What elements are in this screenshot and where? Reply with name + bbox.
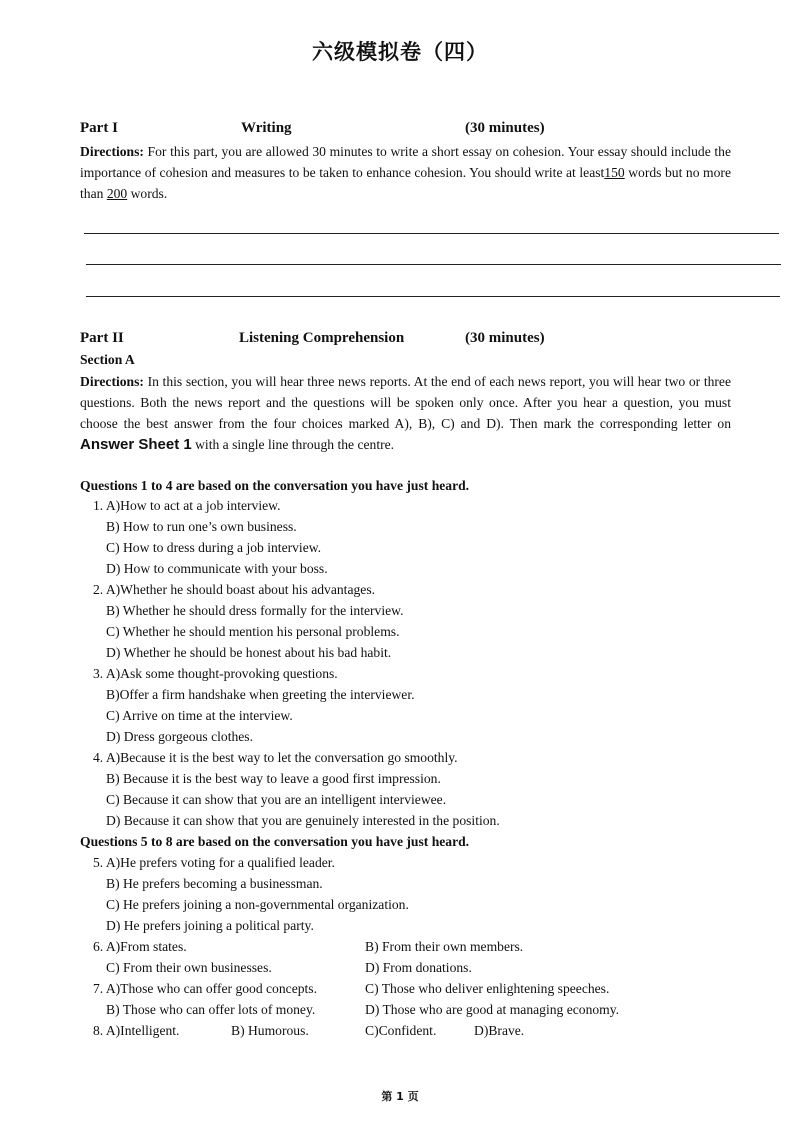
q4-option-c[interactable]: C) Because it can show that you are an intelligent interviewee.: [106, 792, 447, 807]
q5-option-c[interactable]: C) He prefers joining a non-governmental organization.: [106, 897, 409, 912]
answer-sheet-label: Answer Sheet 1: [80, 436, 192, 453]
q4-option-b[interactable]: B) Because it is the best way to leave a good first impression.: [106, 771, 441, 786]
page-number: 第 1 页: [381, 1090, 419, 1103]
part2-label: Part II: [80, 330, 124, 346]
directions-text-c: words.: [127, 186, 168, 201]
q5-option-b[interactable]: B) He prefers becoming a businessman.: [106, 876, 323, 891]
directions-label: Directions:: [80, 374, 144, 389]
q1-option-c[interactable]: C) How to dress during a job interview.: [106, 540, 322, 555]
q7-option-c[interactable]: C) Those who deliver enlightening speeches.: [365, 981, 610, 996]
q3-option-b[interactable]: B)Offer a firm handshake when greeting the interviewer.: [106, 687, 415, 702]
question-group-heading-2: Questions 5 to 8 are based on the conversation you have just heard.: [80, 834, 470, 849]
q5-option-a[interactable]: 5. A)He prefers voting for a qualified leader.: [93, 855, 335, 870]
part1-label: Part I: [80, 120, 118, 136]
q2-option-b[interactable]: B) Whether he should dress formally for the interview.: [106, 603, 404, 618]
writing-line-1[interactable]: [84, 233, 779, 234]
q6-option-a[interactable]: 6. A)From states.: [93, 939, 187, 954]
part1-name: Writing: [241, 120, 292, 136]
part2-time: (30 minutes): [465, 330, 545, 346]
q7-option-d[interactable]: D) Those who are good at managing economy.: [365, 1002, 620, 1017]
q1-option-b[interactable]: B) How to run one’s own business.: [106, 519, 297, 534]
q1-option-a[interactable]: 1. A)How to act at a job interview.: [93, 498, 281, 513]
q6-option-c[interactable]: C) From their own businesses.: [106, 960, 272, 975]
question-group-heading-1: Questions 1 to 4 are based on the conversation you have just heard.: [80, 478, 470, 493]
part1-time: (30 minutes): [465, 120, 545, 136]
min-words: 150: [604, 165, 625, 180]
directions-text-a: For this part, you are allowed 30 minutes to write a short essay on cohesion. Your essay should include the importance of cohesion and measures to be taken to enhance cohesion. You should write at least: [80, 144, 731, 180]
directions-text-a: In this section, you will hear three news reports. At the end of each news report, you will hear two or three questions. Both the news report and the questions will be spoken only once. After you hear a question, you must choose the best answer from the four choices marked A), B), C) and D). Then mark the corresponding letter on: [80, 374, 731, 431]
q2-option-c[interactable]: C) Whether he should mention his personal problems.: [106, 624, 400, 639]
q8-option-b[interactable]: B) Humorous.: [231, 1023, 309, 1038]
directions-text-b: with a single line through the centre.: [191, 437, 395, 452]
q3-option-c[interactable]: C) Arrive on time at the interview.: [106, 708, 293, 723]
q3-option-a[interactable]: 3. A)Ask some thought-provoking questions.: [93, 666, 338, 681]
q8-option-c[interactable]: C)Confident.: [365, 1023, 437, 1038]
directions-label: Directions:: [80, 144, 144, 159]
part1-directions: [80, 141, 731, 204]
part2-name: Listening Comprehension: [239, 330, 405, 346]
q4-option-d[interactable]: D) Because it can show that you are genuinely interested in the position.: [106, 813, 500, 828]
q8-option-a[interactable]: 8. A)Intelligent.: [93, 1023, 180, 1038]
page-title: 六级模拟卷（四）: [312, 40, 488, 64]
q5-option-d[interactable]: D) He prefers joining a political party.: [106, 918, 314, 933]
q4-option-a[interactable]: 4. A)Because it is the best way to let the conversation go smoothly.: [93, 750, 458, 765]
writing-line-3[interactable]: [86, 296, 780, 297]
directions-text-b: words but no more than: [80, 165, 731, 201]
q6-option-b[interactable]: B) From their own members.: [365, 939, 524, 954]
writing-line-2[interactable]: [86, 264, 781, 265]
q2-option-d[interactable]: D) Whether he should be honest about his bad habit.: [106, 645, 392, 660]
q3-option-d[interactable]: D) Dress gorgeous clothes.: [106, 729, 253, 744]
q2-option-a[interactable]: 2. A)Whether he should boast about his advantages.: [93, 582, 376, 597]
part2-directions: [80, 371, 731, 455]
max-words: 200: [106, 186, 128, 201]
q7-option-a[interactable]: 7. A)Those who can offer good concepts.: [93, 981, 317, 996]
q8-option-d[interactable]: D)Brave.: [474, 1023, 525, 1038]
q1-option-d[interactable]: D) How to communicate with your boss.: [106, 561, 328, 576]
section-a-label: Section A: [80, 352, 135, 367]
q6-option-d[interactable]: D) From donations.: [365, 960, 472, 975]
q7-option-b[interactable]: B) Those who can offer lots of money.: [106, 1002, 316, 1017]
